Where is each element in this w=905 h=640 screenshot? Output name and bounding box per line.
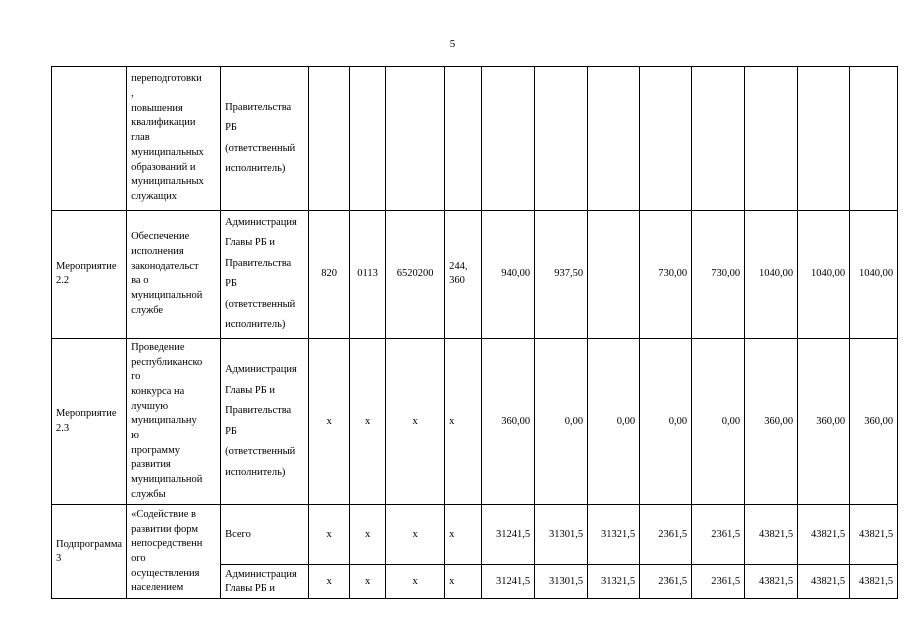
text-line: законодательст xyxy=(131,260,199,272)
row-label xyxy=(52,67,127,211)
text-line: ва о xyxy=(131,275,149,287)
code-cell: 820 xyxy=(309,211,350,339)
text-line: переподготовки xyxy=(131,73,202,85)
code-cell xyxy=(445,67,482,211)
amount-cell: 31301,5 xyxy=(535,565,588,599)
amount-cell: 1040,00 xyxy=(850,211,898,339)
text-line: осуществления xyxy=(131,567,200,579)
amount-cell: 43821,5 xyxy=(745,565,798,599)
text-line: ого xyxy=(131,552,146,564)
table-row xyxy=(52,211,898,339)
amount-cell: 31321,5 xyxy=(588,505,640,565)
amount-cell xyxy=(692,67,745,211)
amount-cell: 2361,5 xyxy=(640,505,692,565)
row-description xyxy=(127,505,221,599)
row-label: Мероприятие 2.3 xyxy=(52,338,127,505)
code-cell: х xyxy=(386,505,445,565)
amount-cell: 2361,5 xyxy=(640,565,692,599)
amount-cell: 43821,5 xyxy=(798,505,850,565)
table-row xyxy=(52,67,898,211)
amount-cell: 937,50 xyxy=(535,211,588,339)
code-cell xyxy=(350,67,386,211)
amount-cell: 1040,00 xyxy=(798,211,850,339)
amount-cell xyxy=(798,67,850,211)
text-line: «Содействие в xyxy=(131,508,196,520)
text-line: непосредственн xyxy=(131,538,203,550)
text-line: службе xyxy=(131,304,164,316)
amount-cell: 0,00 xyxy=(535,338,588,505)
code-cell: 6520200 xyxy=(386,211,445,339)
text-line: повышения xyxy=(131,102,183,114)
text-line: глав xyxy=(131,132,150,144)
code-cell: х xyxy=(350,338,386,505)
text-line: муниципальну xyxy=(131,415,197,427)
amount-cell: 940,00 xyxy=(482,211,535,339)
row-executor xyxy=(221,565,309,599)
text-line: (ответственный xyxy=(225,142,296,154)
code-cell: х xyxy=(309,338,350,505)
text-line: исполнения xyxy=(131,246,184,258)
text-line: Обеспечение xyxy=(131,231,190,243)
code-cell: х xyxy=(309,565,350,599)
row-executor xyxy=(221,211,309,339)
text-line: Правительства xyxy=(225,405,292,417)
table-row xyxy=(52,338,898,505)
text-line: Администрация xyxy=(225,217,297,228)
text-line: исполнитель) xyxy=(225,162,286,174)
text-line: Главы РБ и xyxy=(225,384,276,396)
text-line: Всего xyxy=(225,528,251,540)
text-line: квалификации xyxy=(131,117,196,129)
amount-cell xyxy=(588,211,640,339)
amount-cell xyxy=(745,67,798,211)
amount-cell xyxy=(482,67,535,211)
amount-cell xyxy=(640,67,692,211)
code-cell: х xyxy=(350,505,386,565)
text-line: РБ xyxy=(225,425,237,437)
row-description xyxy=(127,67,221,211)
amount-cell: 1040,00 xyxy=(745,211,798,339)
amount-cell: 31241,5 xyxy=(482,565,535,599)
text-line: развитии форм xyxy=(131,523,198,535)
row-label: Мероприятие 2.2 xyxy=(52,211,127,339)
row-executor xyxy=(221,338,309,505)
text-line: Администрация xyxy=(225,568,297,580)
row-executor xyxy=(221,67,309,211)
amount-cell xyxy=(588,67,640,211)
text-line: Правительства xyxy=(225,101,292,113)
row-executor xyxy=(221,505,309,565)
code-cell: х xyxy=(445,338,482,505)
code-cell: 0113 xyxy=(350,211,386,339)
text-line: службы xyxy=(131,488,166,500)
amount-cell: 0,00 xyxy=(640,338,692,505)
amount-cell: 0,00 xyxy=(692,338,745,505)
text-line: республиканско xyxy=(131,356,203,368)
code-cell xyxy=(309,67,350,211)
code-cell: х xyxy=(445,505,482,565)
amount-cell: 360,00 xyxy=(745,338,798,505)
code-cell: х xyxy=(309,505,350,565)
text-line: Администрация xyxy=(225,364,297,376)
text-line: муниципальных xyxy=(131,176,204,188)
row-label: Подпрограмма 3 xyxy=(52,505,127,599)
text-line: (ответственный xyxy=(225,298,296,310)
amount-cell: 2361,5 xyxy=(692,565,745,599)
amount-cell: 43821,5 xyxy=(850,505,898,565)
row-description xyxy=(127,211,221,339)
amount-cell: 31321,5 xyxy=(588,565,640,599)
amount-cell xyxy=(850,67,898,211)
program-table xyxy=(51,66,898,599)
text-line: Главы РБ и xyxy=(225,237,276,249)
text-line: исполнитель) xyxy=(225,319,286,331)
text-line: Проведение xyxy=(131,341,185,353)
table-row xyxy=(52,505,898,565)
text-line: муниципальных xyxy=(131,146,204,158)
code-cell: х xyxy=(386,565,445,599)
page-number: 5 xyxy=(449,38,456,50)
text-line: программу xyxy=(131,444,180,456)
row-description xyxy=(127,338,221,505)
text-line: РБ xyxy=(225,278,237,290)
amount-cell: 360,00 xyxy=(798,338,850,505)
text-line: (ответственный xyxy=(225,446,296,458)
amount-cell: 2361,5 xyxy=(692,505,745,565)
amount-cell: 43821,5 xyxy=(850,565,898,599)
text-line: , xyxy=(131,88,134,100)
text-line: населением xyxy=(131,582,184,594)
code-cell: х xyxy=(350,565,386,599)
code-cell: х xyxy=(386,338,445,505)
text-line: РБ xyxy=(225,122,237,134)
amount-cell: 0,00 xyxy=(588,338,640,505)
text-line: лучшую xyxy=(131,400,169,412)
amount-cell: 360,00 xyxy=(850,338,898,505)
code-cell xyxy=(386,67,445,211)
text-line: исполнитель) xyxy=(225,466,286,478)
amount-cell: 43821,5 xyxy=(798,565,850,599)
text-line: го xyxy=(131,371,141,383)
text-line: муниципальной xyxy=(131,290,203,302)
text-line: ю xyxy=(131,429,139,441)
text-line: Главы РБ и xyxy=(225,582,276,594)
text-line: служащих xyxy=(131,190,177,202)
amount-cell: 730,00 xyxy=(640,211,692,339)
amount-cell: 730,00 xyxy=(692,211,745,339)
code-cell: 244, 360 xyxy=(445,211,482,339)
text-line: муниципальной xyxy=(131,474,203,485)
text-line: Правительства xyxy=(225,257,292,269)
amount-cell: 43821,5 xyxy=(745,505,798,565)
code-cell: х xyxy=(445,565,482,599)
amount-cell: 31301,5 xyxy=(535,505,588,565)
text-line: образований и xyxy=(131,161,196,173)
text-line: конкурса на xyxy=(131,385,185,397)
amount-cell: 31241,5 xyxy=(482,505,535,565)
amount-cell: 360,00 xyxy=(482,338,535,505)
text-line: развития xyxy=(131,459,171,471)
amount-cell xyxy=(535,67,588,211)
